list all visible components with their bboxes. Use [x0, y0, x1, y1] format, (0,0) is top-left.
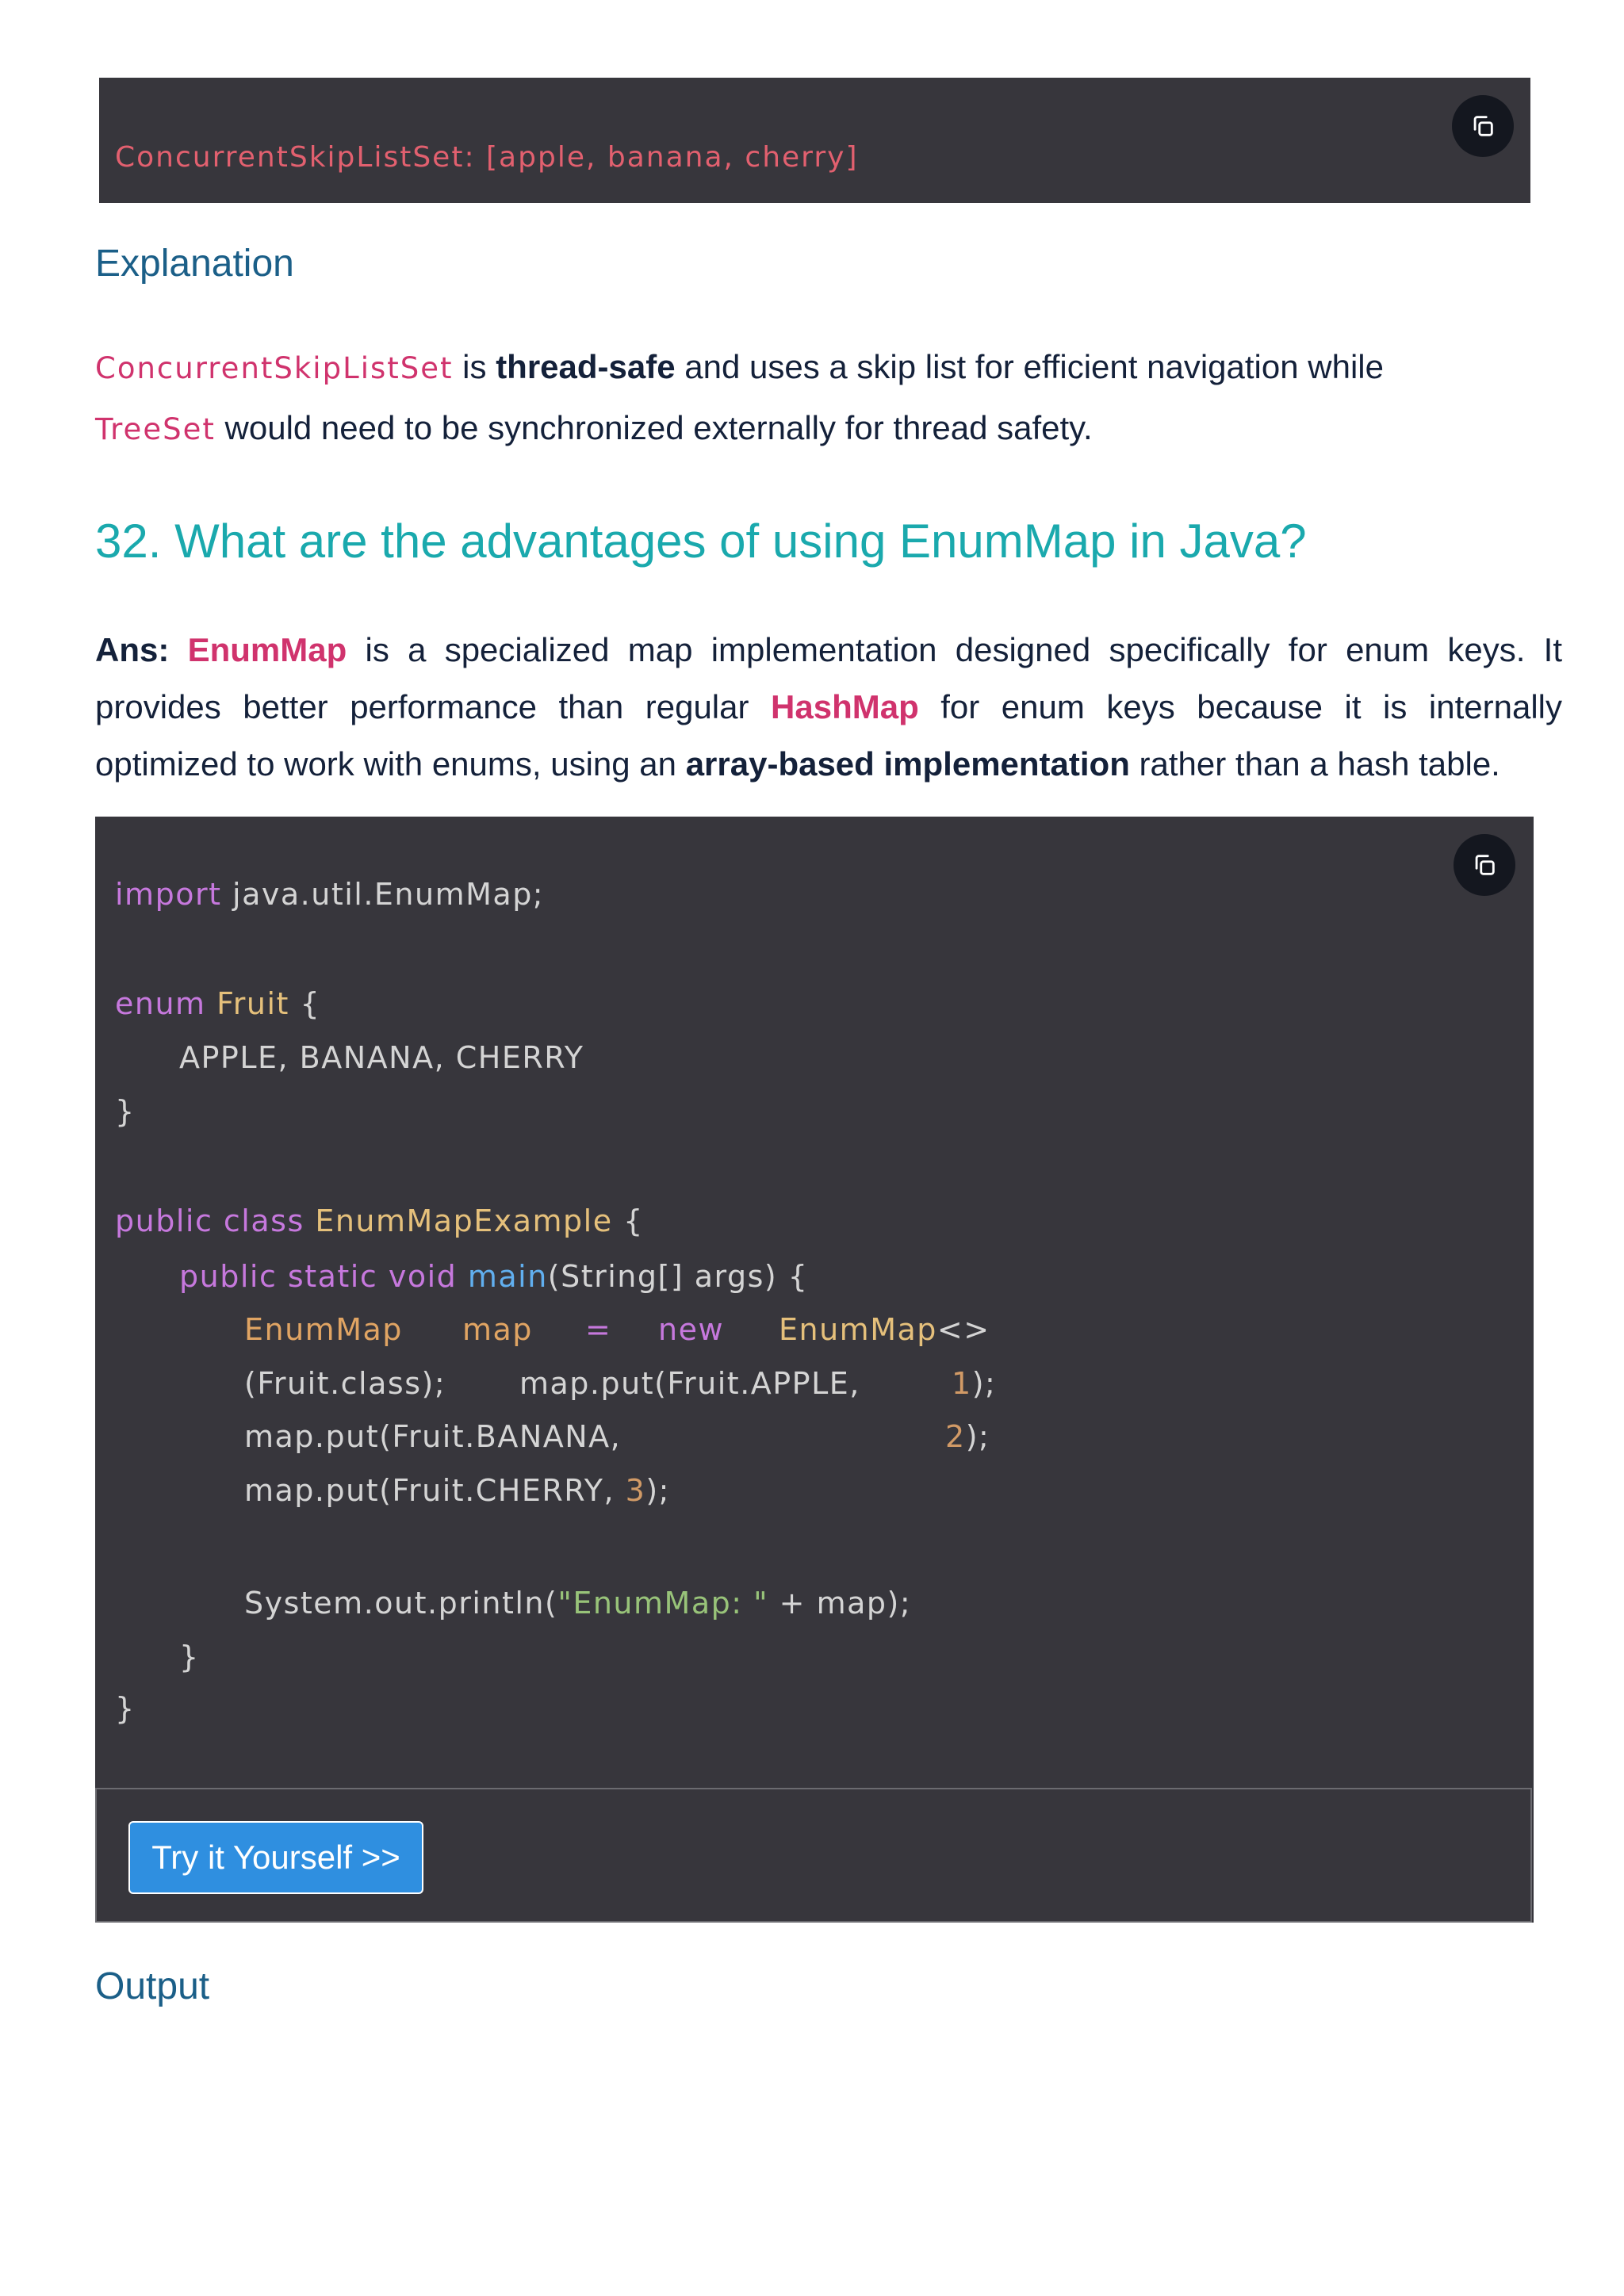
explanation-heading: Explanation	[95, 243, 294, 285]
bold-text: array-based implementation	[685, 745, 1130, 783]
code-text: System.out.println(	[244, 1586, 558, 1621]
code-block	[95, 817, 1534, 1923]
code-line	[244, 1586, 911, 1621]
code-line	[115, 877, 544, 912]
class-name: EnumMap	[244, 1312, 403, 1347]
text: rather than a hash table.	[1129, 745, 1500, 783]
code-token: map	[462, 1312, 533, 1347]
code-line	[115, 986, 320, 1021]
code-text: + map);	[768, 1586, 912, 1621]
code-line	[244, 1312, 403, 1347]
number: 1	[952, 1366, 972, 1401]
text: is a specialized map implementation designed specifically for enum keys. It provides better performance than regular	[95, 631, 1562, 725]
code-text: (String[] args) {	[547, 1259, 809, 1294]
inline-code: ConcurrentSkipListSet	[95, 351, 454, 385]
keyword: HashMap	[771, 688, 919, 725]
type-name: EnumMap	[779, 1312, 937, 1347]
keyword: import	[115, 877, 222, 912]
explanation-paragraph	[95, 337, 1562, 459]
code-text: {	[289, 986, 321, 1021]
answer-paragraph	[95, 622, 1562, 793]
code-line: APPLE, BANANA, CHERRY	[179, 1040, 584, 1075]
output-text: ConcurrentSkipListSet: [apple, banana, cherry]	[115, 141, 859, 174]
code-text: );	[971, 1366, 997, 1401]
code-line	[945, 1419, 990, 1454]
code-token: (Fruit.class);	[244, 1366, 446, 1401]
code-line	[244, 1473, 670, 1508]
text: and uses a skip list for efficient navigation while	[675, 348, 1384, 385]
text: is	[453, 348, 496, 385]
keyword: enum	[115, 986, 206, 1021]
text: for enum keys because it is internally optimized to work with enums, using an	[95, 688, 1562, 783]
ans-label: Ans:	[95, 631, 170, 668]
inline-code: TreeSet	[95, 412, 216, 446]
code-line	[779, 1312, 990, 1347]
type-name: Fruit	[205, 986, 289, 1021]
code-line	[179, 1259, 808, 1294]
code-token: =	[585, 1312, 612, 1347]
code-line: }	[115, 1691, 136, 1726]
code-text: java.util.EnumMap;	[221, 877, 545, 912]
code-text: {	[612, 1203, 644, 1238]
copy-button[interactable]	[1454, 834, 1515, 896]
bold-text: thread-safe	[496, 348, 676, 385]
code-text: map.put(Fruit.CHERRY,	[244, 1473, 626, 1508]
try-it-bar	[95, 1788, 1532, 1923]
code-line: }	[115, 1094, 136, 1129]
copy-icon	[1469, 113, 1496, 140]
code-token: map.put(Fruit.APPLE,	[519, 1366, 860, 1401]
code-line	[115, 1203, 644, 1238]
number: 3	[625, 1473, 646, 1508]
try-it-yourself-button[interactable]: Try it Yourself >>	[128, 1821, 423, 1894]
code-line: }	[179, 1640, 200, 1674]
text: would need to be synchronized externally for thread safety.	[215, 409, 1093, 446]
type-name: EnumMapExample	[304, 1203, 613, 1238]
keyword: public static void	[179, 1259, 458, 1294]
copy-icon	[1471, 851, 1498, 878]
code-text: <>	[936, 1312, 990, 1347]
code-text: );	[645, 1473, 670, 1508]
copy-button[interactable]	[1452, 95, 1514, 157]
code-token: map.put(Fruit.BANANA,	[244, 1419, 622, 1454]
question-title: 32. What are the advantages of using EnumMap in Java?	[95, 515, 1307, 568]
code-text: );	[965, 1419, 990, 1454]
function-name: main	[457, 1259, 548, 1294]
output-heading: Output	[95, 1965, 210, 2007]
code-line	[952, 1366, 996, 1401]
keyword: EnumMap	[187, 631, 347, 668]
string-literal: "EnumMap: "	[557, 1586, 769, 1621]
keyword: new	[658, 1312, 725, 1347]
output-code-box	[99, 78, 1530, 203]
keyword: public class	[115, 1203, 304, 1238]
number: 2	[945, 1419, 966, 1454]
